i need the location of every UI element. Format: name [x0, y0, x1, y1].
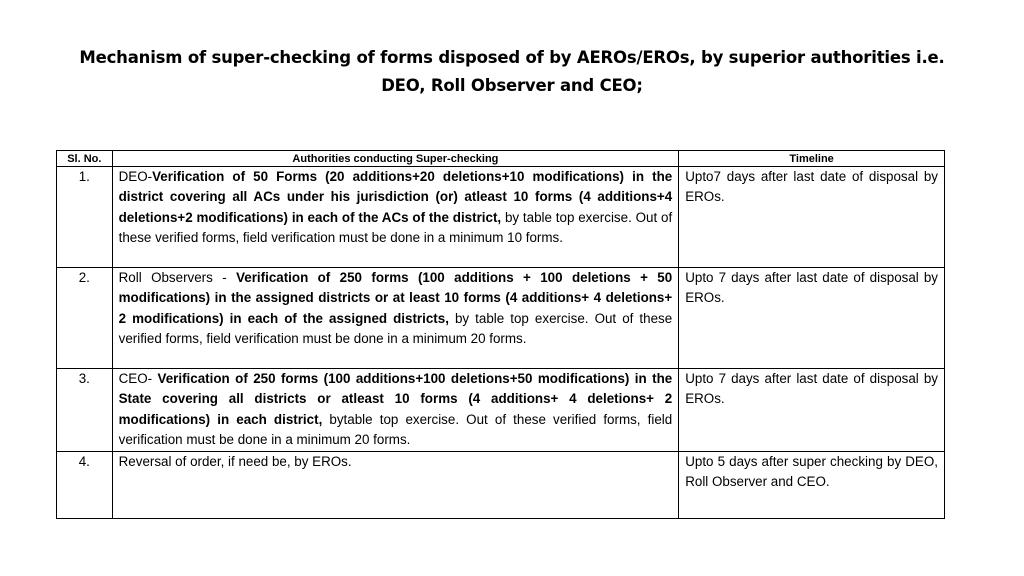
row-authority [112, 452, 679, 519]
row-authority [112, 167, 679, 268]
header-sl-no: Sl. No. [57, 151, 113, 167]
table-row [57, 268, 945, 369]
authority-prefix: DEO- [118, 169, 153, 184]
table-row [57, 369, 945, 452]
page-title [40, 44, 984, 100]
row-timeline: Upto 5 days after super checking by DEO, Roll Observer and CEO. [679, 452, 945, 519]
table-header-row [57, 151, 945, 167]
row-authority [112, 268, 679, 369]
authority-rest: by table top exercise. Out of these verified forms, field verification must be done in a minimum 20 forms. [118, 310, 673, 347]
page-title-line-2: DEO, Roll Observer and CEO; [381, 76, 643, 95]
row-sl-no: 4. [57, 452, 113, 519]
row-timeline: Upto7 days after last date of disposal by EROs. [679, 167, 945, 268]
authority-prefix: CEO- [118, 371, 158, 386]
authority-verification-bold: Verification of 250 forms (100 additions+100 deletions+50 modifications) in the State covering all districts or atleast 10 forms (4 additions+ 4 deletions+ 2 modifications) in each district, [118, 371, 673, 427]
row-sl-no: 3. [57, 369, 113, 452]
authority-rest: Reversal of order, if need be, by EROs. [118, 454, 352, 469]
authority-rest: by table top exercise. Out of these verified forms, field verification must be done in a minimum 10 forms. [118, 209, 673, 246]
super-checking-table [56, 150, 945, 519]
authority-rest: bytable top exercise. Out of these verified forms, field verification must be done in a minimum 20 forms. [118, 411, 673, 448]
row-timeline: Upto 7 days after last date of disposal by EROs. [679, 268, 945, 369]
header-authorities: Authorities conducting Super-checking [112, 151, 679, 167]
row-authority [112, 369, 679, 452]
authority-verification-bold: Verification of 50 Forms (20 additions+20 deletions+10 modifications) in the district covering all ACs under his jurisdiction (or) atleast 10 forms (4 additions+4 deletions+2 modifications) in each of the ACs of the district, [118, 169, 673, 225]
row-sl-no: 1. [57, 167, 113, 268]
table-row [57, 452, 945, 519]
page-title-line-1: Mechanism of super-checking of forms disposed of by AEROs/EROs, by superior authorities i.e. [79, 48, 945, 67]
authority-verification-bold: Verification of 250 forms (100 additions + 100 deletions + 50 modifications) in the assigned districts or at least 10 forms (4 additions+ 4 deletions+ 2 modifications) in each of the assigned districts, [118, 270, 673, 326]
row-timeline: Upto 7 days after last date of disposal by EROs. [679, 369, 945, 452]
table-row [57, 167, 945, 268]
header-timeline: Timeline [679, 151, 945, 167]
row-sl-no: 2. [57, 268, 113, 369]
authority-prefix: Roll Observers - [118, 270, 237, 285]
